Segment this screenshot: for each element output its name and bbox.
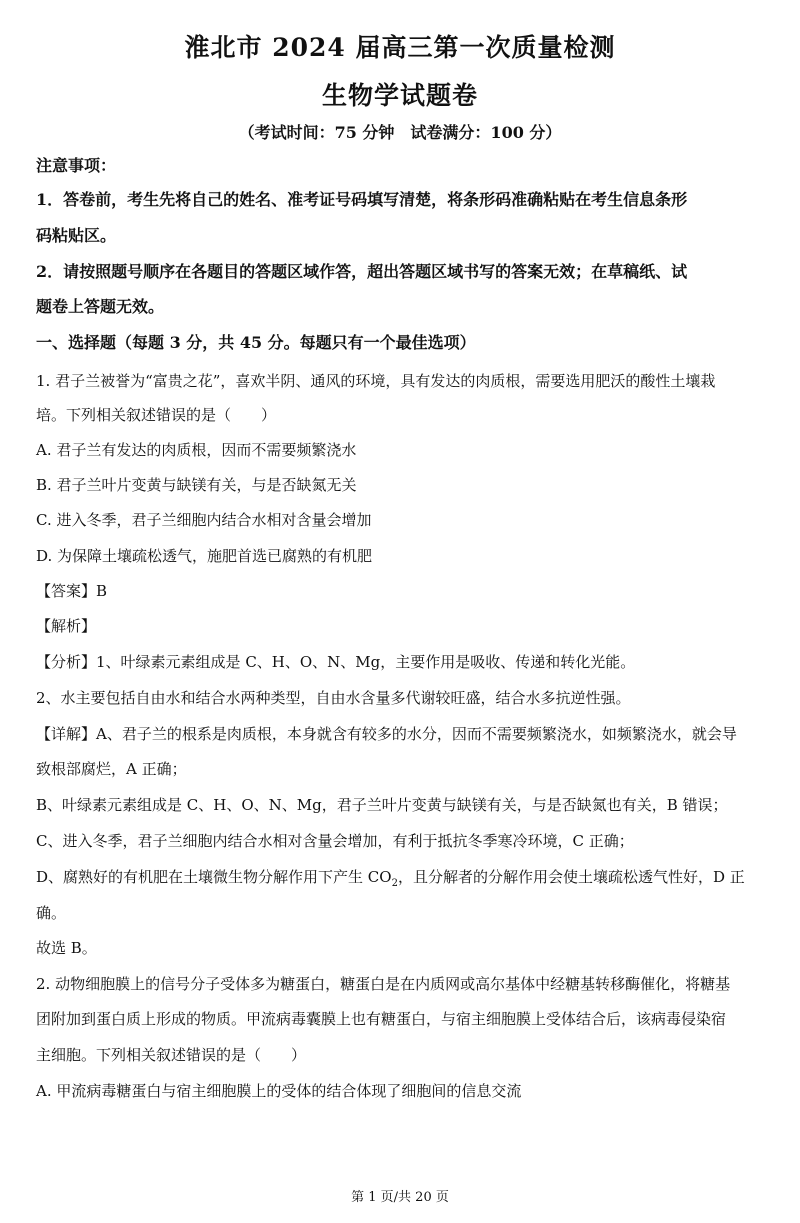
notes-item-1-line-1: 1．答卷前，考生先将自己的姓名、准考证号码填写清楚，将条形码准确粘贴在考生信息条形 [36,190,688,209]
q1-conclusion: 故选 B。 [36,939,97,957]
notes-item-2-line-1: 2．请按照题号顺序在各题目的答题区域作答，超出答题区域书写的答案无效；在草稿纸、试 [36,262,688,281]
q2-stem-line-2: 团附加到蛋白质上形成的物质。甲流病毒囊膜上也有糖蛋白，与宿主细胞膜上受体结合后，该病毒侵染宿 [36,1010,727,1028]
q1-detail-c: C、进入冬季，君子兰细胞内结合水相对含量会增加，有利于抵抗冬季寒冷环境，C 正确； [36,832,634,850]
q1-option-c: C. 进入冬季，君子兰细胞内结合水相对含量会增加 [36,511,372,529]
q2-stem-line-1: 2. 动物细胞膜上的信号分子受体多为糖蛋白，糖蛋白是在内质网或高尔基体中经糖基转移酶催化，将糖基 [36,975,731,993]
q1-stem-line-1: 1. 君子兰被誉为“富贵之花”，喜欢半阴、通风的环境，具有发达的肉质根，需要选用肥沃的酸性土壤栽 [36,372,716,390]
q1-option-b: B. 君子兰叶片变黄与缺镁有关，与是否缺氮无关 [36,476,357,494]
notes-item-1-line-2: 码粘贴区。 [36,226,117,245]
section-heading: 一、选择题（每题 3 分，共 45 分。每题只有一个最佳选项） [36,333,476,352]
q1-option-d: D. 为保障土壤疏松透气，施肥首选已腐熟的有机肥 [36,547,373,565]
page-subtitle: 生物学试题卷 [321,81,478,110]
q1-answer: 【答案】B [36,582,108,600]
q1-analysis-line-2: 2、水主要包括自由水和结合水两种类型，自由水含量多代谢较旺盛，结合水多抗逆性强。 [36,689,631,707]
q2-stem-line-3: 主细胞。下列相关叙述错误的是（ ） [36,1046,307,1064]
notes-heading: 注意事项： [36,156,117,175]
q1-stem-line-2: 培。下列相关叙述错误的是（ ） [36,406,277,424]
q1-detail-d [36,867,776,887]
exam-info: （考试时间：75 分钟 试卷满分：100 分） [238,123,562,142]
q1-option-a: A. 君子兰有发达的肉质根，因而不需要频繁浇水 [36,441,357,459]
q1-analysis-line-1: 【分析】1、叶绿素元素组成是 C、H、O、N、Mg，主要作用是吸收、传递和转化光能。 [36,653,636,671]
q1-detail-line-2: 致根部腐烂，A 正确； [36,760,187,778]
q2-option-a: A. 甲流病毒糖蛋白与宿主细胞膜上的受体的结合体现了细胞间的信息交流 [36,1082,522,1100]
q1-detail-d-text: D、腐熟好的有机肥在土壤微生物分解作用下产生 CO [36,868,392,886]
co2-subscript: 2 [391,878,398,889]
q1-detail-d-line-2: 确。 [36,904,67,922]
notes-item-2-line-2: 题卷上答题无效。 [36,297,165,316]
page-footer: 第 1 页/共 20 页 [351,1190,449,1205]
q1-detail-d-text-end: ，且分解者的分解作用会使土壤疏松透气性好，D 正 [397,868,745,886]
q1-detail-b: B、叶绿素元素组成是 C、H、O、N、Mg，君子兰叶片变黄与缺镁有关，与是否缺氮也有关，B 错误； [36,796,728,814]
page-title: 淮北市 2024 届高三第一次质量检测 [184,33,616,62]
q1-analysis-label: 【解析】 [36,617,97,635]
q1-detail-line-1: 【详解】A、君子兰的根系是肉质根，本身就含有较多的水分，因而不需要频繁浇水，如频繁浇水，就会导 [36,725,737,743]
